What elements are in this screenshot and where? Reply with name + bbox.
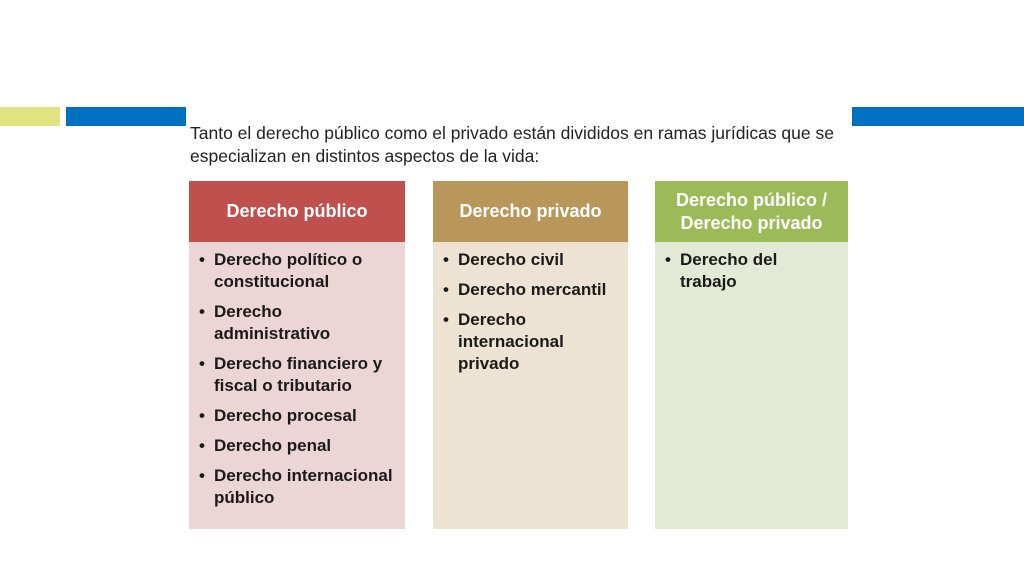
branch-list [443, 249, 618, 375]
column-header: Derecho público / Derecho privado [655, 181, 848, 242]
column-body [433, 242, 628, 529]
column-header: Derecho privado [433, 181, 628, 242]
list-item: • Derecho político o constitucional [199, 249, 395, 293]
list-item: • Derecho administrativo [199, 301, 395, 345]
branch-list [199, 249, 395, 509]
column-derecho-publico [189, 181, 405, 529]
accent-bar-blue-left [66, 107, 186, 126]
column-derecho-mixto [655, 181, 848, 529]
list-item: • Derecho penal [199, 435, 395, 457]
branch-list [665, 249, 838, 293]
intro-text: Tanto el derecho público como el privado están divididos en ramas jurídicas que se especializan en distintos aspectos de la vida: [190, 123, 834, 166]
list-item: • Derecho financiero y fiscal o tributario [199, 353, 395, 397]
list-item: • Derecho internacional público [199, 465, 395, 509]
list-item: • Derecho internacional privado [443, 309, 618, 375]
list-item: • Derecho mercantil [443, 279, 618, 301]
accent-bar-yellow [0, 107, 60, 126]
column-derecho-privado [433, 181, 628, 529]
column-header: Derecho público [189, 181, 405, 242]
list-item: • Derecho del trabajo [665, 249, 838, 293]
column-body [655, 242, 848, 529]
column-body [189, 242, 405, 529]
list-item: • Derecho procesal [199, 405, 395, 427]
list-item: • Derecho civil [443, 249, 618, 271]
accent-bar-blue-right [852, 107, 1024, 126]
